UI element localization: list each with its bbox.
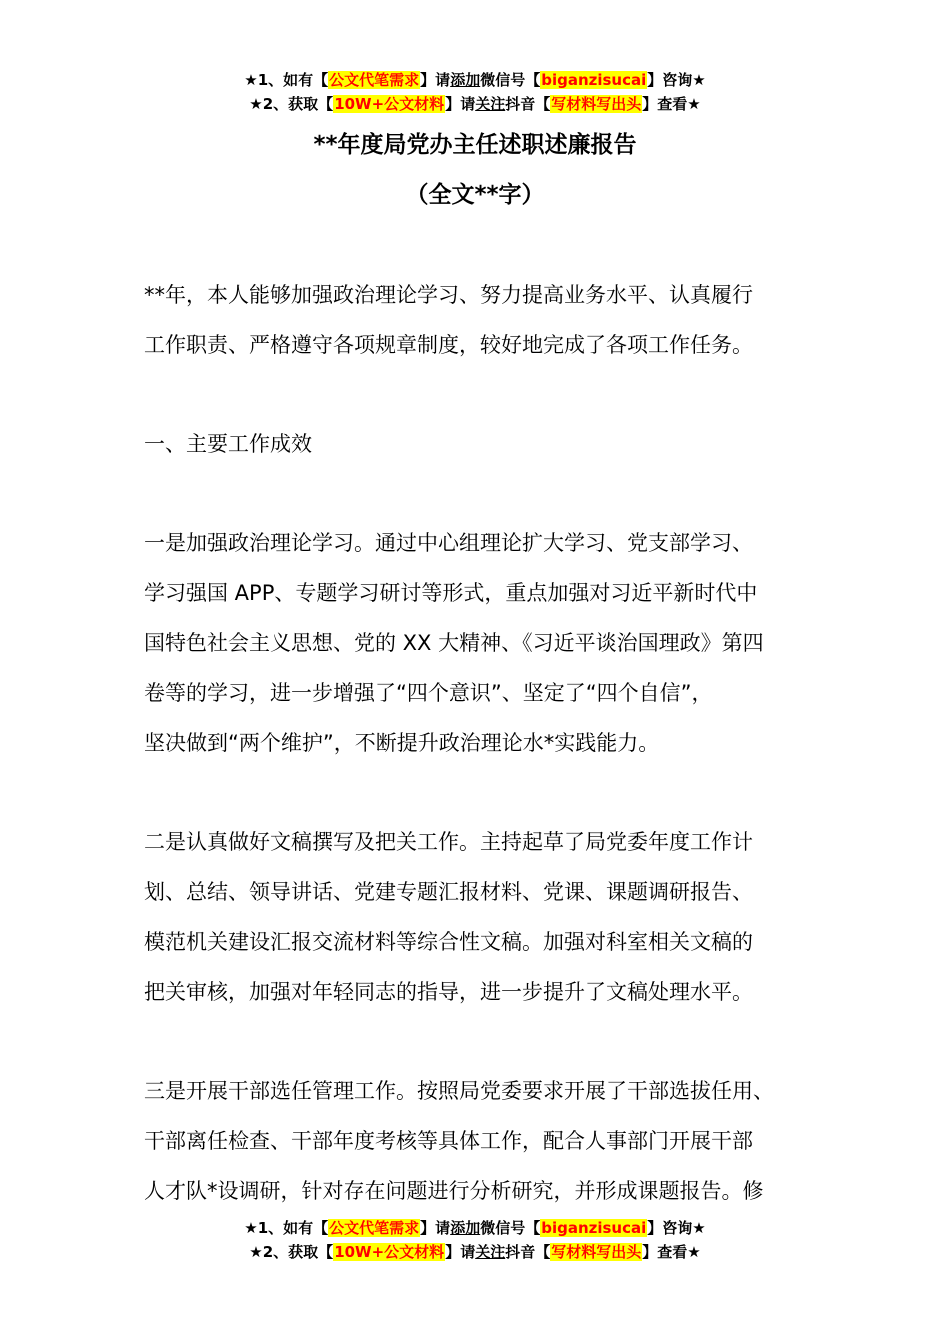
intro-paragraph <box>144 270 824 370</box>
text-line: **年，本人能够加强政治理论学习、努力提高业务水平、认真履行 <box>144 283 753 307</box>
promo-text: 】请 <box>420 1219 451 1237</box>
promo-underlined-text: 关注 <box>475 1243 506 1261</box>
text-line: 国特色社会主义思想、党的 XX 大精神、《习近平谈治国理政》第四 <box>144 631 764 655</box>
text-line: 模范机关建设汇报交流材料等综合性文稿。加强对科室相关文稿的 <box>144 930 753 954</box>
promo-text: 】咨询★ <box>647 71 706 89</box>
promo-text: 抖音【 <box>505 1243 551 1261</box>
promo-text: 】请 <box>445 95 476 113</box>
promo-douyin-id: 写材料写出头 <box>551 1243 642 1261</box>
text-line: 人才队*设调研，针对存在问题进行分析研究，并形成课题报告。修 <box>144 1179 764 1203</box>
text-line: 坚决做到“两个维护”，不断提升政治理论水*实践能力。 <box>144 731 660 755</box>
text-line: 把关审核，加强对年轻同志的指导，进一步提升了文稿处理水平。 <box>144 980 753 1004</box>
promo-highlight: 公文代笔需求 <box>329 71 420 89</box>
promo-text: 】查看★ <box>642 95 701 113</box>
top-promo-banner <box>0 68 950 116</box>
promo-text: 】咨询★ <box>647 1219 706 1237</box>
promo-text: 】查看★ <box>642 1243 701 1261</box>
promo-line-1 <box>0 68 950 92</box>
paragraph-2 <box>144 817 824 1017</box>
promo-line-2 <box>0 1240 950 1264</box>
promo-highlight: 10W+公文材料 <box>334 95 445 113</box>
promo-text: ★1、如有【 <box>244 1219 329 1237</box>
section-1-heading: 一、主要工作成效 <box>144 432 312 456</box>
bottom-promo-banner <box>0 1216 950 1264</box>
promo-text: ★2、获取【 <box>249 1243 334 1261</box>
section-heading <box>144 419 824 469</box>
promo-underlined-text: 关注 <box>475 95 506 113</box>
promo-highlight: 公文代笔需求 <box>329 1219 420 1237</box>
promo-text: 抖音【 <box>505 95 551 113</box>
text-line: 学习强国 APP、专题学习研讨等形式，重点加强对习近平新时代中 <box>144 581 758 605</box>
document-title: **年度局党办主任述职述廉报告 <box>313 132 637 158</box>
text-line: 工作职责、严格遵守各项规章制度，较好地完成了各项工作任务。 <box>144 333 753 357</box>
text-line: 一是加强政治理论学习。通过中心组理论扩大学习、党支部学习、 <box>144 531 753 555</box>
promo-text: 微信号【 <box>480 71 541 89</box>
promo-highlight: 10W+公文材料 <box>334 1243 445 1261</box>
promo-douyin-id: 写材料写出头 <box>551 95 642 113</box>
text-line: 卷等的学习，进一步增强了“四个意识”、坚定了“四个自信”， <box>144 681 713 705</box>
promo-underlined-text: 添加 <box>450 71 481 89</box>
promo-text: ★1、如有【 <box>244 71 329 89</box>
text-line: 划、总结、领导讲话、党建专题汇报材料、党课、课题调研报告、 <box>144 880 753 904</box>
promo-wechat-id: biganzisucai <box>541 71 647 89</box>
document-subtitle: （全文**字） <box>405 182 545 208</box>
promo-text: 】请 <box>420 71 451 89</box>
text-line: 三是开展干部选任管理工作。按照局党委要求开展了干部选拔任用、 <box>144 1079 774 1103</box>
promo-wechat-id: biganzisucai <box>541 1219 647 1237</box>
promo-line-2 <box>0 92 950 116</box>
promo-underlined-text: 添加 <box>450 1219 481 1237</box>
promo-text: 】请 <box>445 1243 476 1261</box>
paragraph-3 <box>144 1066 824 1216</box>
text-line: 二是认真做好文稿撰写及把关工作。主持起草了局党委年度工作计 <box>144 830 753 854</box>
paragraph-1 <box>144 518 824 768</box>
promo-text: ★2、获取【 <box>249 95 334 113</box>
promo-text: 微信号【 <box>480 1219 541 1237</box>
promo-line-1 <box>0 1216 950 1240</box>
text-line: 干部离任检查、干部年度考核等具体工作，配合人事部门开展干部 <box>144 1129 753 1153</box>
